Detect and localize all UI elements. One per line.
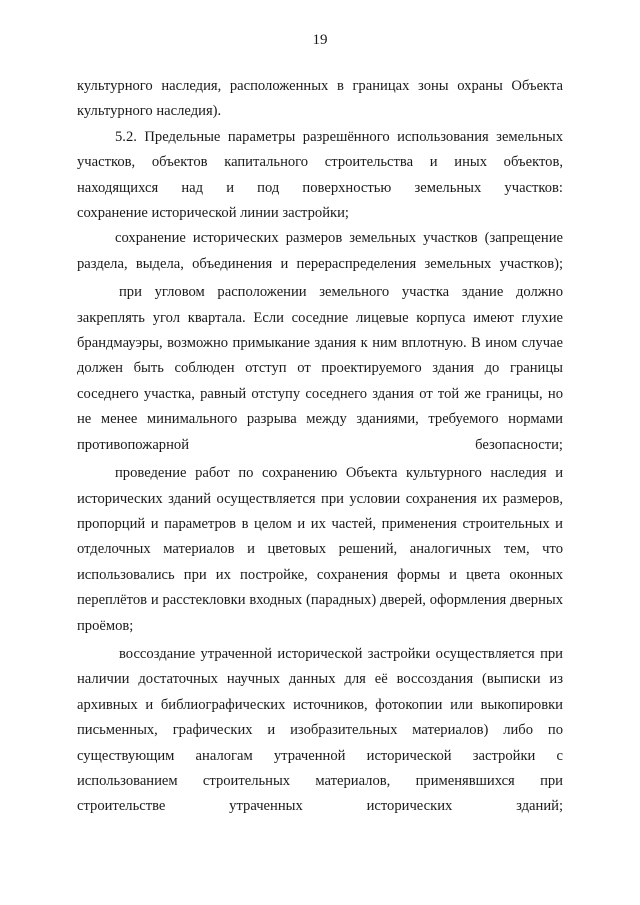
paragraph-corner-placement: при угловом расположении земельного участка здание должно закреплять угол квартала. Если соседние лицевые корпуса имеют глухие брандмауэры, возможно примыкание здания к ним вплотную. В ином случае должен быть соблюден отступ от проектируемого здания до границы соседнего участка, равный отступу соседнего здания от той же границы, но не менее минимального разрыва между зданиями, требуемого нормами противопожарной безопасности;: [77, 284, 563, 453]
paragraph-historic-plot-sizes: сохранение исторических размеров земельных участков (запрещение раздела, выдела, объединения и перераспределения земельных участков);: [77, 230, 563, 272]
paragraph-section-5-2: 5.2. Предельные параметры разрешённого использования земельных участков, объектов капитального строительства и иных объектов, находящихся над и под поверхностью земельных участков:: [77, 128, 563, 196]
document-body: [77, 74, 563, 820]
paragraph-preservation-works: проведение работ по сохранению Объекта культурного наследия и исторических зданий осуществляется при условии сохранения их размеров, пропорций и параметров в целом и их частей, применения строительных и отделочных материалов и цветовых решений, аналогичных тем, что использовались при их постройке, сохранения формы и цвета оконных переплётов и расстекловки входных (парадных) дверей, оформления дверных проёмов;: [77, 465, 563, 634]
paragraph-continuation: культурного наследия, расположенных в границах зоны охраны Объекта культурного наследия).: [77, 78, 563, 120]
page-number: 19: [312, 32, 328, 48]
paragraph-historic-line: сохранение исторической линии застройки;: [77, 205, 349, 222]
paragraph-reconstruction: воссоздание утраченной исторической застройки осуществляется при наличии достаточных научных данных для её воссоздания (выписки из архивных и библиографических источников, фотокопии или выкопировки письменных, графических и изобразительных материалов) либо по существующим аналогам утраченной исторической застройки с использованием строительных материалов, применявшихся при строительстве утраченных исторических зданий;: [77, 645, 563, 815]
